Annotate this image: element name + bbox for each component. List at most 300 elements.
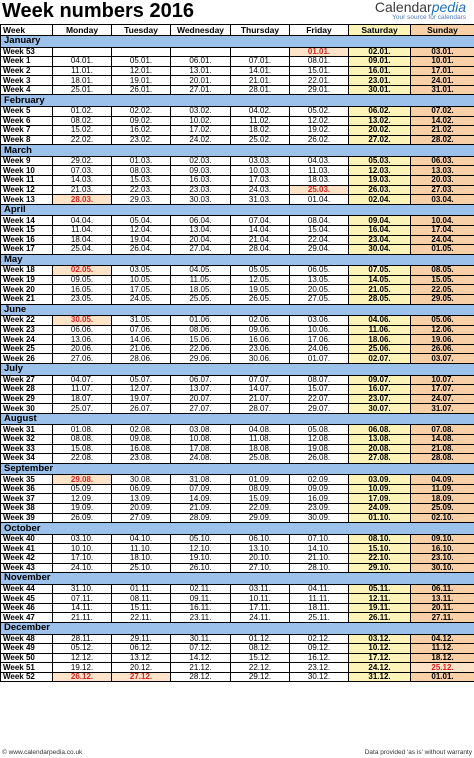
date-cell: 21.08. (411, 444, 474, 454)
table-row (1, 553, 474, 563)
table-row (1, 544, 474, 554)
date-cell: 23.07. (349, 394, 411, 404)
date-cell: 18.11. (290, 603, 349, 613)
week-label: Week 4 (1, 85, 53, 95)
date-cell: 18.03. (290, 176, 349, 186)
table-row (1, 594, 474, 604)
week-label: Week 53 (1, 47, 53, 57)
month-row (1, 304, 474, 316)
week-label: Week 29 (1, 394, 53, 404)
date-cell: 20.05. (290, 285, 349, 295)
month-label: August (1, 413, 474, 425)
date-cell: 04.01. (53, 57, 112, 67)
date-cell: 18.08. (231, 444, 290, 454)
date-cell: 18.10. (112, 553, 171, 563)
date-cell: 12.02. (290, 116, 349, 126)
date-cell: 01.03. (112, 156, 171, 166)
date-cell: 20.02. (349, 126, 411, 136)
date-cell: 07.01. (231, 57, 290, 67)
week-label: Week 15 (1, 225, 53, 235)
week-label: Week 11 (1, 176, 53, 186)
date-cell: 15.05. (411, 275, 474, 285)
date-cell: 21.05. (349, 285, 411, 295)
week-label: Week 47 (1, 613, 53, 623)
week-label: Week 12 (1, 185, 53, 195)
page-title: Week numbers 2016 (2, 0, 194, 22)
date-cell: 13.07. (171, 385, 231, 395)
date-cell: 19.04. (112, 235, 171, 245)
date-cell: 13.11. (411, 594, 474, 604)
date-cell: 20.01. (171, 76, 231, 86)
month-label: May (1, 254, 474, 266)
week-label: Week 6 (1, 116, 53, 126)
date-cell: 26.03. (349, 185, 411, 195)
date-cell: 16.01. (349, 66, 411, 76)
date-cell: 24.05. (112, 294, 171, 304)
week-label: Week 5 (1, 106, 53, 116)
date-cell: 15.12. (231, 653, 290, 663)
date-cell: 20.08. (349, 444, 411, 454)
date-cell: 10.04. (411, 216, 474, 226)
date-cell: 08.02. (53, 116, 112, 126)
date-cell (53, 47, 112, 57)
date-cell: 29.04. (290, 245, 349, 255)
week-label: Week 21 (1, 294, 53, 304)
date-cell: 13.03. (411, 166, 474, 176)
date-cell: 10.05. (112, 275, 171, 285)
date-cell: 26.05. (231, 294, 290, 304)
week-label: Week 38 (1, 504, 53, 514)
date-cell: 11.11. (290, 594, 349, 604)
header (0, 0, 474, 24)
holiday-date-cell: 01.01. (290, 47, 349, 57)
date-cell: 14.11. (53, 603, 112, 613)
table-row (1, 135, 474, 145)
date-cell: 01.05. (411, 245, 474, 255)
holiday-date-cell: 25.12. (411, 663, 474, 673)
date-cell: 22.12. (231, 663, 290, 673)
date-cell: 19.03. (349, 176, 411, 186)
date-cell: 06.02. (349, 106, 411, 116)
month-label: December (1, 623, 474, 635)
date-cell: 11.02. (231, 116, 290, 126)
date-cell: 08.04. (290, 216, 349, 226)
table-row (1, 285, 474, 295)
month-label: October (1, 523, 474, 535)
date-cell: 01.02. (53, 106, 112, 116)
brand-tagline: Your source for calendars (392, 14, 466, 21)
date-cell: 31.03. (231, 195, 290, 205)
week-label: Week 40 (1, 534, 53, 544)
week-label: Week 46 (1, 603, 53, 613)
date-cell: 11.08. (231, 435, 290, 445)
date-cell: 23.05. (53, 294, 112, 304)
date-cell: 11.07. (53, 385, 112, 395)
date-cell: 11.05. (171, 275, 231, 285)
date-cell: 28.11. (53, 634, 112, 644)
date-cell: 15.03. (112, 176, 171, 186)
date-cell: 27.05. (290, 294, 349, 304)
date-cell: 08.06. (171, 325, 231, 335)
date-cell: 14.09. (171, 494, 231, 504)
date-cell: 26.08. (290, 454, 349, 464)
date-cell: 21.04. (231, 235, 290, 245)
date-cell: 30.11. (171, 634, 231, 644)
date-cell: 02.04. (349, 195, 411, 205)
date-cell: 01.01. (411, 672, 474, 682)
date-cell: 22.06. (171, 344, 231, 354)
date-cell: 07.09. (171, 484, 231, 494)
date-cell: 24.02. (171, 135, 231, 145)
month-label: March (1, 145, 474, 157)
date-cell: 19.02. (290, 126, 349, 136)
date-cell: 27.11. (411, 613, 474, 623)
date-cell: 16.10. (411, 544, 474, 554)
date-cell: 17.09. (349, 494, 411, 504)
table-row (1, 316, 474, 326)
date-cell: 27.08. (349, 454, 411, 464)
date-cell: 20.03. (411, 176, 474, 186)
date-cell: 17.05. (112, 285, 171, 295)
date-cell: 30.08. (112, 475, 171, 485)
date-cell: 06.11. (411, 584, 474, 594)
date-cell: 16.11. (171, 603, 231, 613)
date-cell: 27.03. (411, 185, 474, 195)
holiday-date-cell: 25.03. (290, 185, 349, 195)
week-label: Week 17 (1, 245, 53, 255)
table-row (1, 344, 474, 354)
column-header: Sunday (411, 25, 474, 36)
week-label: Week 25 (1, 344, 53, 354)
date-cell: 14.07. (231, 385, 290, 395)
date-cell: 11.04. (53, 225, 112, 235)
date-cell: 04.09. (411, 475, 474, 485)
month-row (1, 36, 474, 48)
date-cell: 29.01. (290, 85, 349, 95)
holiday-date-cell: 28.03. (53, 195, 112, 205)
week-label: Week 35 (1, 475, 53, 485)
date-cell: 18.02. (231, 126, 290, 136)
date-cell: 31.05. (112, 316, 171, 326)
date-cell: 03.09. (349, 475, 411, 485)
date-cell: 29.12. (231, 672, 290, 682)
date-cell: 01.06. (171, 316, 231, 326)
date-cell: 06.09. (112, 484, 171, 494)
date-cell: 23.02. (112, 135, 171, 145)
date-cell: 29.05. (411, 294, 474, 304)
column-header: Tuesday (112, 25, 171, 36)
date-cell: 13.06. (53, 335, 112, 345)
month-row (1, 413, 474, 425)
date-cell: 24.10. (53, 563, 112, 573)
date-cell: 05.07. (112, 375, 171, 385)
month-label: January (1, 36, 474, 48)
week-label: Week 16 (1, 235, 53, 245)
table-row (1, 235, 474, 245)
date-cell: 28.09. (171, 513, 231, 523)
date-cell: 07.10. (290, 534, 349, 544)
table-body (1, 25, 474, 682)
date-cell: 23.08. (112, 454, 171, 464)
week-label: Week 28 (1, 385, 53, 395)
week-label: Week 26 (1, 354, 53, 364)
date-cell: 03.07. (411, 354, 474, 364)
date-cell: 20.04. (171, 235, 231, 245)
date-cell: 26.02. (290, 135, 349, 145)
month-row (1, 623, 474, 635)
date-cell: 13.05. (290, 275, 349, 285)
date-cell: 13.02. (349, 116, 411, 126)
date-cell: 04.07. (53, 375, 112, 385)
date-cell: 09.05. (53, 275, 112, 285)
week-label: Week 34 (1, 454, 53, 464)
week-label: Week 1 (1, 57, 53, 67)
date-cell: 23.06. (231, 344, 290, 354)
date-cell: 25.10. (112, 563, 171, 573)
date-cell: 16.09. (290, 494, 349, 504)
column-header: Friday (290, 25, 349, 36)
date-cell: 28.12. (171, 672, 231, 682)
date-cell: 22.11. (112, 613, 171, 623)
date-cell: 08.07. (290, 375, 349, 385)
date-cell: 10.03. (231, 166, 290, 176)
date-cell: 10.02. (171, 116, 231, 126)
table-row (1, 245, 474, 255)
date-cell: 05.05. (231, 266, 290, 276)
date-cell: 26.06. (411, 344, 474, 354)
week-label: Week 13 (1, 195, 53, 205)
date-cell: 26.09. (53, 513, 112, 523)
week-label: Week 8 (1, 135, 53, 145)
table-row (1, 216, 474, 226)
table-row (1, 126, 474, 136)
date-cell: 14.10. (290, 544, 349, 554)
date-cell: 10.08. (171, 435, 231, 445)
date-cell: 25.07. (53, 404, 112, 414)
date-cell: 28.04. (231, 245, 290, 255)
date-cell: 07.03. (53, 166, 112, 176)
date-cell: 17.08. (171, 444, 231, 454)
date-cell: 19.01. (112, 76, 171, 86)
date-cell: 30.03. (171, 195, 231, 205)
date-cell: 24.09. (349, 504, 411, 514)
date-cell: 01.09. (231, 475, 290, 485)
date-cell: 15.04. (290, 225, 349, 235)
date-cell: 26.11. (349, 613, 411, 623)
table-row (1, 504, 474, 514)
date-cell: 12.10. (171, 544, 231, 554)
column-header: Wednesday (171, 25, 231, 36)
date-cell: 19.09. (53, 504, 112, 514)
table-row (1, 85, 474, 95)
date-cell: 09.06. (231, 325, 290, 335)
week-label: Week 9 (1, 156, 53, 166)
date-cell: 06.06. (53, 325, 112, 335)
date-cell: 29.11. (112, 634, 171, 644)
table-row (1, 494, 474, 504)
date-cell: 10.11. (231, 594, 290, 604)
week-label: Week 14 (1, 216, 53, 226)
table-row (1, 475, 474, 485)
table-row (1, 185, 474, 195)
date-cell: 11.03. (290, 166, 349, 176)
date-cell: 12.07. (112, 385, 171, 395)
week-label: Week 33 (1, 444, 53, 454)
table-row (1, 634, 474, 644)
week-label: Week 20 (1, 285, 53, 295)
date-cell: 02.06. (231, 316, 290, 326)
footer (0, 748, 474, 758)
date-cell: 02.08. (112, 425, 171, 435)
date-cell: 30.01. (349, 85, 411, 95)
table-row (1, 325, 474, 335)
date-cell: 21.01. (231, 76, 290, 86)
date-cell: 18.07. (53, 394, 112, 404)
date-cell: 13.12. (112, 653, 171, 663)
date-cell: 20.06. (53, 344, 112, 354)
date-cell: 06.10. (231, 534, 290, 544)
date-cell: 17.07. (411, 385, 474, 395)
date-cell: 25.09. (411, 504, 474, 514)
date-cell: 12.11. (349, 594, 411, 604)
date-cell: 17.06. (290, 335, 349, 345)
table-row (1, 116, 474, 126)
date-cell: 09.02. (112, 116, 171, 126)
date-cell: 05.04. (112, 216, 171, 226)
date-cell: 06.05. (290, 266, 349, 276)
date-cell: 28.08. (411, 454, 474, 464)
date-cell: 27.10. (231, 563, 290, 573)
date-cell: 04.12. (411, 634, 474, 644)
date-cell: 31.12. (349, 672, 411, 682)
date-cell: 16.03. (171, 176, 231, 186)
date-cell: 10.09. (349, 484, 411, 494)
date-cell: 18.12. (411, 653, 474, 663)
week-label: Week 2 (1, 66, 53, 76)
table-row (1, 653, 474, 663)
date-cell: 21.03. (53, 185, 112, 195)
date-cell: 05.09. (53, 484, 112, 494)
table-row (1, 385, 474, 395)
date-cell: 14.03. (53, 176, 112, 186)
date-cell: 21.11. (53, 613, 112, 623)
table-row (1, 513, 474, 523)
table-row (1, 435, 474, 445)
date-cell: 25.05. (171, 294, 231, 304)
month-row (1, 573, 474, 585)
date-cell: 07.05. (349, 266, 411, 276)
date-cell: 01.08. (53, 425, 112, 435)
date-cell: 09.12. (290, 644, 349, 654)
date-cell: 02.09. (290, 475, 349, 485)
date-cell: 28.10. (290, 563, 349, 573)
week-label: Week 22 (1, 316, 53, 326)
table-row (1, 106, 474, 116)
holiday-date-cell: 27.12. (112, 672, 171, 682)
date-cell: 28.01. (231, 85, 290, 95)
month-row (1, 145, 474, 157)
date-cell: 12.04. (112, 225, 171, 235)
date-cell: 08.03. (112, 166, 171, 176)
week-label: Week 45 (1, 594, 53, 604)
table-row (1, 444, 474, 454)
date-cell: 13.01. (171, 66, 231, 76)
date-cell: 03.08. (171, 425, 231, 435)
date-cell: 24.07. (411, 394, 474, 404)
date-cell: 03.10. (53, 534, 112, 544)
date-cell: 09.03. (171, 166, 231, 176)
date-cell: 23.10. (411, 553, 474, 563)
date-cell: 05.08. (290, 425, 349, 435)
date-cell: 01.10. (349, 513, 411, 523)
date-cell: 25.02. (231, 135, 290, 145)
table-row (1, 225, 474, 235)
date-cell: 04.02. (231, 106, 290, 116)
column-header: Saturday (349, 25, 411, 36)
week-label: Week 23 (1, 325, 53, 335)
date-cell: 18.01. (53, 76, 112, 86)
date-cell: 09.07. (349, 375, 411, 385)
date-cell: 17.11. (231, 603, 290, 613)
date-cell: 06.08. (349, 425, 411, 435)
table-row (1, 294, 474, 304)
column-header: Monday (53, 25, 112, 36)
date-cell (112, 47, 171, 57)
date-cell: 16.02. (112, 126, 171, 136)
date-cell: 29.06. (171, 354, 231, 364)
date-cell: 26.01. (112, 85, 171, 95)
brand-logo[interactable] (375, 0, 466, 22)
date-cell: 19.08. (290, 444, 349, 454)
date-cell: 04.06. (349, 316, 411, 326)
date-cell: 19.07. (112, 394, 171, 404)
date-cell: 19.11. (349, 603, 411, 613)
date-cell: 07.07. (231, 375, 290, 385)
date-cell: 10.10. (53, 544, 112, 554)
date-cell: 24.08. (171, 454, 231, 464)
date-cell: 05.11. (349, 584, 411, 594)
date-cell: 22.07. (290, 394, 349, 404)
date-cell: 22.08. (53, 454, 112, 464)
date-cell: 03.12. (349, 634, 411, 644)
month-row (1, 463, 474, 475)
date-cell: 12.12. (53, 653, 112, 663)
table-row (1, 354, 474, 364)
date-cell: 21.10. (290, 553, 349, 563)
footer-copyright: © www.calendarpedia.co.uk (2, 749, 83, 756)
date-cell: 20.11. (411, 603, 474, 613)
date-cell: 18.09. (411, 494, 474, 504)
date-cell: 04.11. (290, 584, 349, 594)
date-cell: 11.12. (411, 644, 474, 654)
date-cell: 11.09. (411, 484, 474, 494)
table-row (1, 266, 474, 276)
table-row (1, 57, 474, 67)
date-cell: 19.12. (53, 663, 112, 673)
week-label: Week 27 (1, 375, 53, 385)
date-cell: 16.05. (53, 285, 112, 295)
month-label: September (1, 463, 474, 475)
date-cell: 29.09. (231, 513, 290, 523)
month-row (1, 523, 474, 535)
week-label: Week 48 (1, 634, 53, 644)
date-cell: 07.02. (411, 106, 474, 116)
date-cell: 05.10. (171, 534, 231, 544)
date-cell: 01.04. (290, 195, 349, 205)
date-cell: 13.04. (171, 225, 231, 235)
month-label: February (1, 95, 474, 107)
column-header: Thursday (231, 25, 290, 36)
